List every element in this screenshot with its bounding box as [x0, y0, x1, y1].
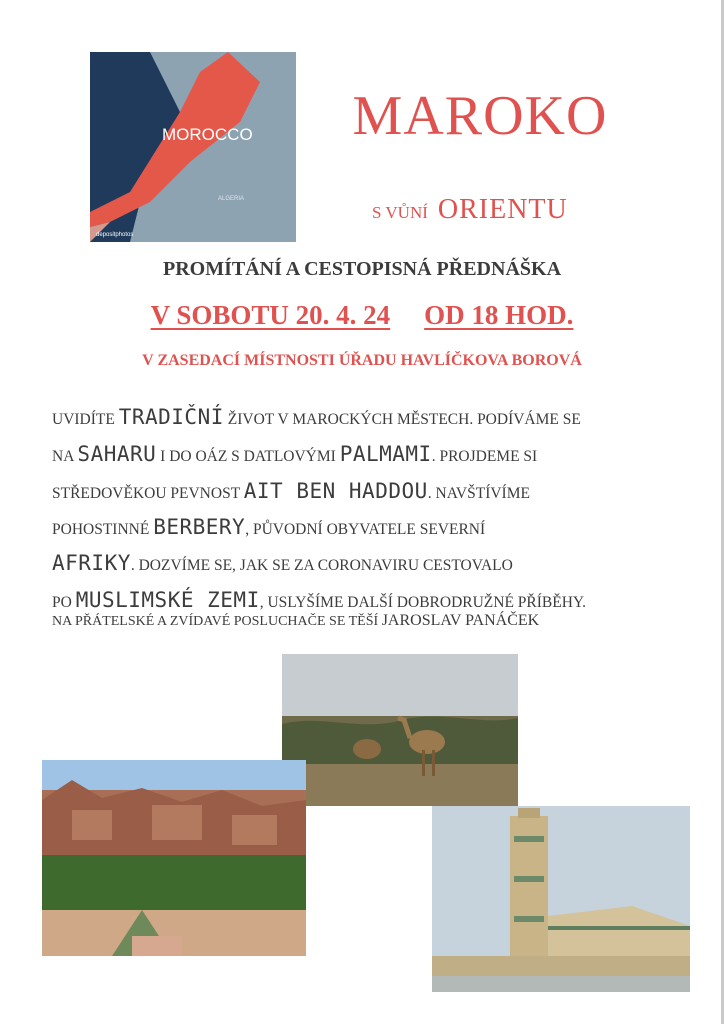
event-place: V ZASEDACÍ MÍSTNOSTI ÚŘADU HAVLÍČKOVA BOROVÁ — [142, 352, 582, 369]
text: . NAVŠTÍVÍME — [427, 485, 530, 502]
body-line-2 — [52, 442, 682, 466]
text: , USLYŠÍME DALŠÍ DOBRODRUŽNÉ PŘÍBĚHY. — [259, 594, 586, 611]
body-line-1 — [52, 405, 682, 429]
camels-photo — [282, 654, 518, 806]
subtitle — [372, 194, 568, 226]
highlight: SAHARU — [77, 442, 157, 466]
event-datetime — [0, 300, 724, 331]
event-time: OD 18 HOD. — [424, 300, 574, 330]
text: I DO OÁZ S DATLOVÝMI — [156, 448, 340, 465]
body-line-4 — [52, 515, 682, 539]
text: POHOSTINNÉ — [52, 521, 154, 538]
speaker-name: JAROSLAV PANÁČEK — [381, 612, 540, 629]
subtitle-prefix: S VŮNÍ — [372, 203, 428, 222]
kasbah-photo — [42, 760, 306, 956]
text: . DOZVÍME SE, JAK SE ZA CORONAVIRU CESTOVALO — [130, 557, 513, 574]
text: , PŮVODNÍ OBYVATELE SEVERNÍ — [245, 521, 486, 538]
map-region-label: ALGERIA — [218, 196, 245, 202]
map-label: MOROCCO — [162, 125, 253, 144]
highlight: AFRIKY — [52, 551, 131, 575]
highlight: AIT BEN HADDOU — [243, 479, 428, 503]
page-title: MAROKO — [352, 85, 608, 147]
body-line-3 — [52, 479, 682, 503]
text: . PROJDEME SI — [431, 448, 538, 465]
highlight: PALMAMI — [339, 442, 432, 466]
mosque-photo — [432, 806, 690, 992]
body-line-7 — [52, 612, 682, 630]
body-line-5 — [52, 551, 682, 575]
text: UVIDÍTE — [52, 411, 119, 428]
highlight: BERBERY — [153, 515, 246, 539]
text: NA PŘÁTELSKÉ A ZVÍDAVÉ POSLUCHAČE SE TĚŠÍ — [52, 614, 382, 629]
highlight: TRADIČNÍ — [118, 405, 224, 429]
text: STŘEDOVĚKOU PEVNOST — [52, 485, 244, 502]
subtitle-main: ORIENTU — [437, 194, 568, 225]
morocco-map-image — [90, 52, 296, 242]
text: PO — [52, 594, 76, 611]
body-line-6 — [52, 588, 682, 612]
highlight: MUSLIMSKÉ ZEMI — [75, 588, 260, 612]
map-watermark: depositphotos — [96, 232, 134, 238]
event-type: PROMÍTÁNÍ A CESTOPISNÁ PŘEDNÁŠKA — [162, 258, 562, 280]
event-date: V SOBOTU 20. 4. 24 — [150, 300, 391, 330]
text: NA — [52, 448, 78, 465]
text: ŽIVOT V MAROCKÝCH MĚSTECH. PODÍVÁME SE — [223, 411, 581, 428]
